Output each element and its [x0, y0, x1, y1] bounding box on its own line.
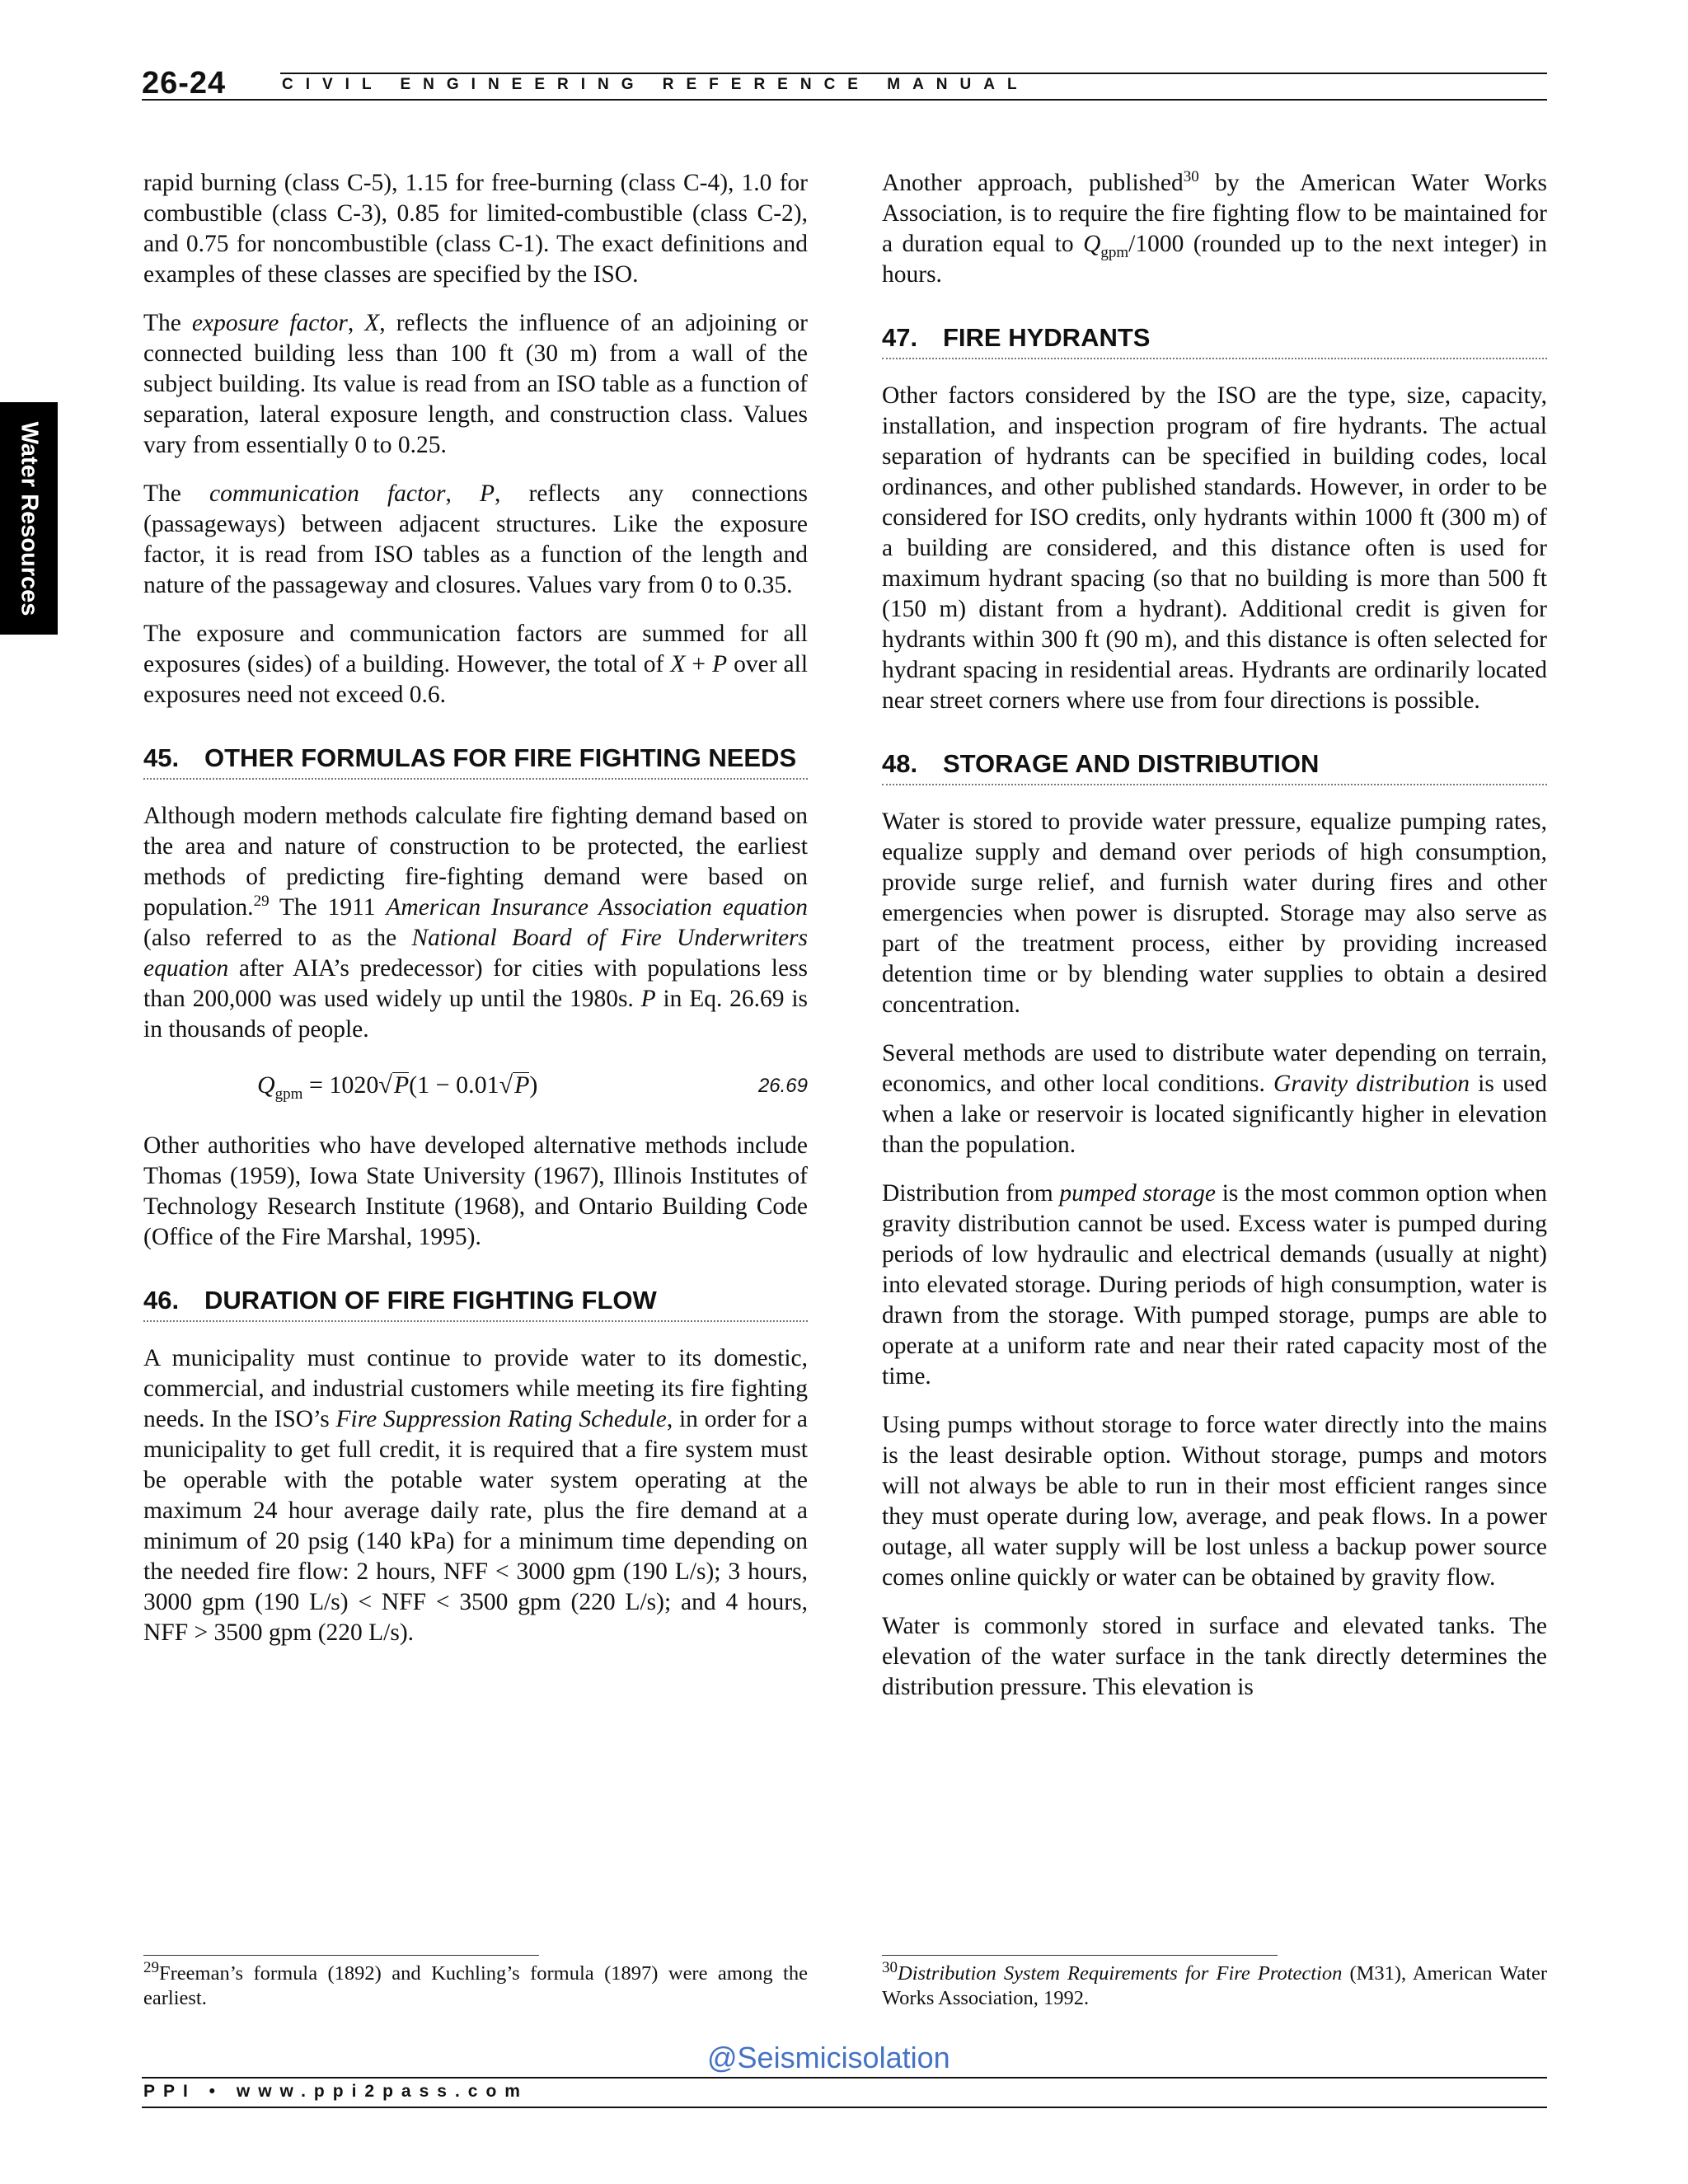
right-column	[882, 168, 1547, 1721]
footnote-30: $^{30}$Distribution System Requirements for Fire Protection (M31), American Water Works Association, 1992.	[882, 1958, 1547, 2009]
paragraph: The exposure and communication factors are summed for all exposures (sides) of a building. However, the total of X + P over all exposures need not exceed 0.6.	[143, 621, 809, 708]
running-title: CIVIL ENGINEERING REFERENCE MANUAL	[282, 76, 1029, 93]
footnote-29: $^{29}$Freeman’s formula (1892) and Kuchling’s formula (1897) were among the earliest.	[143, 1958, 808, 2009]
equation-body: $Q_{gpm} = 1020√P(1 - 0.01√P)$	[257, 1071, 538, 1103]
paragraph: Other authorities who have developed alternative methods include Thomas (1959), Iowa State University (1967), Illinois Institutes of Technology Research Institute (1968), and Ontario Building Code (Office of the Fire Marshal, 1995).	[143, 1132, 808, 1250]
equation-number: 26.69	[757, 1075, 808, 1097]
section-tab[interactable]	[0, 402, 58, 635]
watermark: @Seismicisolation	[707, 2041, 950, 2074]
section-tab-label: Water Resources	[16, 421, 43, 616]
section-heading-45: 45. OTHER FORMULAS FOR FIRE FIGHTING NEEDS	[143, 743, 808, 780]
footer-rule-bottom	[142, 2107, 1547, 2108]
footnote-rule	[882, 1955, 1278, 1956]
footer-publisher[interactable]: PPI • www.ppi2pass.com	[143, 2082, 528, 2101]
paragraph: Using pumps without storage to force water directly into the mains is the least desirable option. Without storage, pumps and motors will not always be able to run in their most efficient ranges since they must operate during low, average, and peak flows. In a power outage, all water supply will be lost unless a backup power source comes online quickly or water can be obtained by gravity flow.	[882, 1412, 1547, 1591]
paragraph-communication-factor: The communication factor, P, reflects any connections (passageways) between adjacent structures. Like the exposure factor, it is read from ISO tables as a function of the length and nature of the passageway and closures. Values vary from 0 to 0.35.	[143, 480, 808, 598]
footnote-ref-30[interactable]: 30	[1183, 168, 1199, 186]
paragraph: Another approach, published$^{30}$ by the American Water Works Association, is to require the fire fighting flow to be maintained for a duration equal to $Q_{gpm}/1000$ (rounded up to the next integer) in hours.	[882, 168, 1547, 288]
paragraph: Water is commonly stored in surface and elevated tanks. The elevation of the water surface in the tank directly determines the distribution pressure. This elevation is	[882, 1613, 1547, 1700]
paragraph: rapid burning (class C-5), 1.15 for free-burning (class C-4), 1.0 for combustible (class C-3), 0.85 for limited-combustible (class C-2), and 0.75 for noncombustible (class C-1). The exact definitions and examples of these classes are specified by the ISO.	[143, 170, 808, 288]
section-heading-48: 48. STORAGE AND DISTRIBUTION	[882, 749, 1547, 785]
paragraph: Other factors considered by the ISO are the type, size, capacity, installation, and inspection program of fire hydrants. The actual separation of hydrants can be specified in building codes, local ordinances, and other published standards. However, in order to be considered for ISO credits, only hydrants within 1000 ft (300 m) of a building are considered, and this distance often is used for maximum hydrant spacing (so that no building is more than 500 ft (150 m) distant from a hydrant). Additional credit is given for hydrants within 300 ft (90 m), and this distance is often selected for hydrant spacing in residential areas. Hydrants are ordinarily located near street corners where use from four directions is possible.	[882, 382, 1547, 714]
paragraph-exposure-factor: The exposure factor, X, reflects the influence of an adjoining or connected building less than 100 ft (30 m) from a wall of the subject building. Its value is read from an ISO table as a function of separation, lateral exposure length, and construction class. Values vary from essentially 0 to 0.25.	[143, 310, 808, 458]
term-communication-factor: communication factor	[209, 480, 446, 507]
section-heading-47: 47. FIRE HYDRANTS	[882, 323, 1547, 359]
footnote-ref-29[interactable]: 29	[253, 893, 270, 911]
header-rule-bottom	[142, 99, 1547, 101]
paragraph: Distribution from pumped storage is the most common option when gravity distribution cannot be used. Excess water is pumped during periods of low hydraulic and electrical demands (usually at night) into elevated storage. During periods of high consumption, water is drawn from the storage. With pumped storage, pumps are able to operate at a uniform rate and near their rated capacity most of the time.	[882, 1180, 1547, 1390]
paragraph: A municipality must continue to provide water to its domestic, commercial, and industrial customers while meeting its fire fighting needs. In the ISO’s Fire Suppression Rating Schedule, in order for a municipality to get full credit, it is required that a fire system must be operable with the potable water system operating at the maximum 24 hour average daily rate, plus the fire demand at a minimum of 20 psig (140 kPa) for a minimum time depending on the needed fire flow: 2 hours, NFF < 3000 gpm (190 L/s); 3 hours, 3000 gpm (190 L/s) < NFF < 3500 gpm (220 L/s); and 4 hours, NFF > 3500 gpm (220 L/s).	[143, 1345, 808, 1646]
paragraph: Although modern methods calculate fire fighting demand based on the area and nature of construction to be protected, the earliest methods of predicting fire-fighting demand were based on population.$^{29}$ The 1911 American Insurance Association equation (also referred to as the National Board of Fire Underwriters equation after AIA’s predecessor) for cities with populations less than 200,000 was used widely up until the 1980s. P in Eq. 26.69 is in thousands of people.	[143, 803, 808, 1043]
footnote-rule	[143, 1955, 539, 1956]
section-heading-46: 46. DURATION OF FIRE FIGHTING FLOW	[143, 1286, 808, 1322]
left-column	[143, 168, 808, 1666]
equation-26-69	[143, 1063, 808, 1113]
header-rule-top	[280, 73, 1547, 74]
paragraph: Water is stored to provide water pressure, equalize pumping rates, equalize supply and demand over periods of high consumption, provide surge relief, and furnish water during fires and other emergencies when power is disrupted. Storage may also serve as part of the treatment process, either by providing increased detention time or by blending water supplies to obtain a desired concentration.	[882, 808, 1547, 1018]
paragraph: Several methods are used to distribute water depending on terrain, economics, and other local conditions. Gravity distribution is used when a lake or reservoir is located significantly higher in elevation than the population.	[882, 1040, 1548, 1158]
page-number: 26-24	[142, 66, 227, 101]
term-exposure-factor: exposure factor	[191, 310, 348, 336]
footer-rule-top	[142, 2077, 1547, 2079]
